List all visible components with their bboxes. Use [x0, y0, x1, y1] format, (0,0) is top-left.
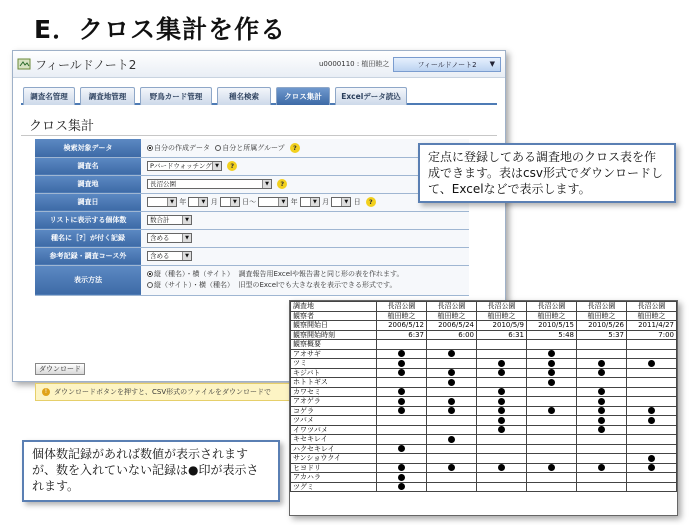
table-cell	[427, 482, 477, 492]
table-cell	[577, 425, 627, 435]
table-cell	[527, 416, 577, 426]
record-dot-icon	[498, 417, 505, 424]
record-dot-icon	[448, 464, 455, 471]
table-row	[291, 444, 677, 454]
record-dot-icon	[648, 407, 655, 414]
reference-value: 含める	[150, 252, 170, 260]
table-cell	[527, 454, 577, 464]
chevron-down-icon: ▼	[182, 252, 191, 260]
table-cell	[577, 435, 627, 445]
table-header-row	[291, 340, 677, 350]
table-cell	[427, 387, 477, 397]
app-selector-value: フィールドノート2	[417, 60, 477, 69]
table-cell	[577, 387, 627, 397]
record-dot-icon	[598, 369, 605, 376]
table-cell	[577, 444, 627, 454]
row-label: 調査地	[291, 302, 377, 312]
table-cell	[427, 397, 477, 407]
table-cell	[477, 349, 527, 359]
count-type-label: リストに表示する個体数	[35, 211, 141, 229]
table-header-row	[291, 311, 677, 321]
help-icon[interactable]: ?	[290, 143, 300, 153]
record-dot-icon	[398, 369, 405, 376]
record-dot-icon	[598, 417, 605, 424]
record-dot-icon	[498, 360, 505, 367]
table-cell	[477, 368, 527, 378]
app-name: フィールドノート2	[35, 58, 137, 72]
table-cell	[527, 425, 577, 435]
table-row	[291, 425, 677, 435]
table-cell	[577, 406, 627, 416]
record-dot-icon	[398, 350, 405, 357]
month-label: 月	[322, 198, 330, 206]
table-cell	[477, 416, 527, 426]
survey-name-label: 調査名	[35, 157, 141, 175]
end-year-select[interactable]	[258, 197, 288, 207]
tab-excel-import[interactable]: Excelデータ読込	[335, 87, 407, 105]
app-logo-icon	[17, 57, 31, 71]
table-row	[291, 473, 677, 483]
month-label: 月	[210, 198, 218, 206]
table-cell: 植田睦之	[527, 311, 577, 321]
table-cell: 長沼公園	[377, 302, 427, 312]
callout-top-text: 定点に登録してある調査地のクロス表を作成できます。表はcsv形式でダウンロードして、Excelなどで表示します。	[428, 150, 663, 196]
table-cell	[527, 397, 577, 407]
display-opt1-desc: 調査報告用Excelや報告書と同じ形の表を作れます。	[238, 270, 404, 278]
table-cell	[377, 454, 427, 464]
survey-name-value: Pバードウォッチング	[150, 162, 212, 170]
table-cell: 長沼公園	[577, 302, 627, 312]
record-dot-icon	[398, 474, 405, 481]
table-cell	[627, 482, 677, 492]
record-dot-icon	[598, 398, 605, 405]
table-cell	[377, 340, 427, 350]
table-cell	[427, 454, 477, 464]
record-dot-icon	[398, 464, 405, 471]
table-cell	[377, 387, 427, 397]
chevron-down-icon: ▼	[167, 198, 176, 206]
record-dot-icon	[648, 464, 655, 471]
question-records-label: 種名に［?］が付く記録	[35, 229, 141, 247]
help-icon[interactable]: ?	[227, 161, 237, 171]
row-label: 観察概要	[291, 340, 377, 350]
table-cell	[527, 435, 577, 445]
record-dot-icon	[498, 369, 505, 376]
table-row	[291, 378, 677, 388]
record-dot-icon	[448, 398, 455, 405]
record-dot-icon	[648, 417, 655, 424]
table-row	[291, 406, 677, 416]
record-dot-icon	[598, 360, 605, 367]
app-selector[interactable]	[393, 57, 501, 72]
chevron-down-icon: ▼	[198, 198, 207, 206]
table-cell	[627, 387, 677, 397]
radio-own-data-label: 自分の作成データ	[154, 143, 210, 152]
record-dot-icon	[498, 398, 505, 405]
record-dot-icon	[548, 379, 555, 386]
table-cell	[377, 368, 427, 378]
result-table-screenshot	[289, 300, 678, 516]
record-dot-icon	[398, 398, 405, 405]
table-cell	[427, 435, 477, 445]
tab-species-search[interactable]: 種名検索	[217, 87, 271, 105]
notice-text: ダウンロードボタンを押すと、CSV形式のファイルをダウンロードで	[54, 388, 271, 396]
table-cell: 長沼公園	[427, 302, 477, 312]
count-type-select[interactable]	[147, 215, 192, 225]
table-cell	[527, 473, 577, 483]
table-cell	[477, 359, 527, 369]
table-cell	[427, 406, 477, 416]
table-cell	[577, 473, 627, 483]
table-cell	[477, 406, 527, 416]
survey-name-select[interactable]	[147, 161, 222, 171]
species-name: ヒヨドリ	[291, 463, 377, 473]
record-dot-icon	[548, 407, 555, 414]
table-cell: 植田睦之	[627, 311, 677, 321]
table-cell: 5:37	[577, 330, 627, 340]
start-day-select[interactable]	[220, 197, 240, 207]
record-dot-icon	[648, 360, 655, 367]
table-cell	[477, 378, 527, 388]
callout-bottom-text: 個体数記録があれば数値が表示されますが、数を入れていない記録は●印が表示されます。	[32, 447, 259, 493]
tab-survey-name[interactable]: 調査名管理	[23, 87, 75, 105]
record-dot-icon	[548, 360, 555, 367]
end-day-select[interactable]	[331, 197, 351, 207]
table-header-row	[291, 321, 677, 331]
table-cell	[377, 463, 427, 473]
table-cell	[577, 359, 627, 369]
species-name: ツバメ	[291, 416, 377, 426]
table-cell: 長沼公園	[627, 302, 677, 312]
radio-group-data-label: 自分と所属グループ	[222, 143, 285, 152]
table-cell	[577, 349, 627, 359]
table-cell	[427, 444, 477, 454]
radio-own-data[interactable]	[147, 145, 153, 151]
table-cell	[377, 435, 427, 445]
slide-title: E．クロス集計を作る	[34, 15, 287, 44]
table-cell	[477, 435, 527, 445]
table-row	[291, 387, 677, 397]
table-cell	[477, 454, 527, 464]
record-dot-icon	[498, 407, 505, 414]
table-cell: 5:48	[527, 330, 577, 340]
record-dot-icon	[548, 464, 555, 471]
record-dot-icon	[398, 407, 405, 414]
record-dot-icon	[398, 360, 405, 367]
record-dot-icon	[498, 426, 505, 433]
row-label: 観察開始日	[291, 321, 377, 331]
table-cell	[427, 368, 477, 378]
table-cell	[427, 340, 477, 350]
year-label: 年	[179, 198, 187, 206]
species-name: アカハラ	[291, 473, 377, 483]
chevron-down-icon: ▼	[489, 60, 495, 68]
help-icon[interactable]: ?	[366, 197, 376, 207]
record-dot-icon	[598, 407, 605, 414]
table-cell: 2010/5/26	[577, 321, 627, 331]
table-cell: 2006/5/24	[427, 321, 477, 331]
start-month-select[interactable]	[188, 197, 208, 207]
table-cell	[377, 482, 427, 492]
table-cell	[627, 454, 677, 464]
chevron-down-icon: ▼	[310, 198, 319, 206]
table-cell	[527, 359, 577, 369]
app-header	[13, 51, 505, 78]
table-cell	[627, 397, 677, 407]
table-header-row	[291, 330, 677, 340]
table-cell: 2010/5/15	[527, 321, 577, 331]
count-type-value: 数合計	[150, 216, 170, 224]
species-name: アオゲラ	[291, 397, 377, 407]
table-cell	[427, 349, 477, 359]
table-cell	[627, 416, 677, 426]
table-cell	[377, 359, 427, 369]
table-cell: 植田睦之	[427, 311, 477, 321]
table-cell	[427, 463, 477, 473]
chevron-down-icon: ▼	[182, 234, 191, 242]
table-cell	[477, 482, 527, 492]
table-cell	[627, 406, 677, 416]
table-cell	[427, 378, 477, 388]
table-cell	[377, 425, 427, 435]
table-cell: 植田睦之	[477, 311, 527, 321]
table-row	[291, 482, 677, 492]
species-name: キセキレイ	[291, 435, 377, 445]
display-opt2-label: 縦（サイト）・横（種名）	[154, 281, 235, 289]
table-cell	[627, 378, 677, 388]
tab-cross-tab[interactable]: クロス集計	[276, 87, 330, 105]
record-dot-icon	[448, 436, 455, 443]
day-range-label: 日～	[242, 198, 257, 206]
callout-bottom	[22, 440, 280, 502]
table-cell	[627, 473, 677, 483]
chevron-down-icon: ▼	[182, 216, 191, 224]
record-dot-icon	[448, 350, 455, 357]
table-row	[291, 454, 677, 464]
table-cell	[527, 378, 577, 388]
tab-bird-card[interactable]: 野鳥カード管理	[140, 87, 212, 105]
chevron-down-icon: ▼	[212, 162, 221, 170]
table-cell	[427, 473, 477, 483]
table-cell: 6:31	[477, 330, 527, 340]
table-cell	[477, 463, 527, 473]
table-cell	[427, 425, 477, 435]
species-name: サンショウクイ	[291, 454, 377, 464]
species-name: ツグミ	[291, 482, 377, 492]
chevron-down-icon: ▼	[262, 180, 271, 188]
question-records-value: 含める	[150, 234, 170, 242]
table-cell	[477, 387, 527, 397]
table-cell	[627, 340, 677, 350]
table-cell: 長沼公園	[477, 302, 527, 312]
table-cell	[377, 378, 427, 388]
table-cell	[527, 482, 577, 492]
table-cell	[577, 378, 627, 388]
callout-top	[418, 143, 676, 203]
table-cell: 植田睦之	[377, 311, 427, 321]
table-cell	[377, 473, 427, 483]
chevron-down-icon: ▼	[341, 198, 350, 206]
result-table	[290, 301, 677, 492]
table-cell	[577, 416, 627, 426]
end-month-select[interactable]	[300, 197, 320, 207]
page-title: クロス集計	[29, 119, 95, 134]
record-dot-icon	[448, 379, 455, 386]
record-dot-icon	[398, 483, 405, 490]
table-cell	[377, 416, 427, 426]
table-cell	[577, 340, 627, 350]
download-button[interactable]: ダウンロード	[35, 363, 85, 375]
table-cell	[377, 444, 427, 454]
radio-group-data[interactable]	[215, 145, 221, 151]
table-header-row	[291, 302, 677, 312]
species-name: ツミ	[291, 359, 377, 369]
record-dot-icon	[448, 407, 455, 414]
table-cell	[627, 435, 677, 445]
chevron-down-icon: ▼	[230, 198, 239, 206]
record-dot-icon	[598, 388, 605, 395]
table-cell	[477, 340, 527, 350]
record-dot-icon	[548, 369, 555, 376]
species-name: ハクセキレイ	[291, 444, 377, 454]
reference-select[interactable]	[147, 251, 192, 261]
day-label: 日	[353, 198, 361, 206]
table-row	[291, 463, 677, 473]
question-records-select[interactable]	[147, 233, 192, 243]
record-dot-icon	[398, 388, 405, 395]
table-cell	[527, 340, 577, 350]
table-cell	[527, 349, 577, 359]
table-cell	[477, 473, 527, 483]
target-label: 検索対象データ	[35, 139, 141, 157]
table-cell	[627, 349, 677, 359]
row-label: 観察開始時刻	[291, 330, 377, 340]
radio-display-species-rows[interactable]	[147, 271, 153, 277]
table-cell	[577, 454, 627, 464]
table-cell: 2006/5/12	[377, 321, 427, 331]
species-name: アオサギ	[291, 349, 377, 359]
table-cell	[527, 368, 577, 378]
table-cell	[427, 416, 477, 426]
table-cell	[577, 482, 627, 492]
user-info: u0000110 : 植田睦之	[319, 60, 390, 68]
table-cell: 長沼公園	[527, 302, 577, 312]
divider	[21, 135, 497, 136]
tab-site[interactable]: 調査地管理	[80, 87, 135, 105]
chevron-down-icon: ▼	[278, 198, 287, 206]
site-select[interactable]	[147, 179, 272, 189]
table-cell	[377, 406, 427, 416]
species-name: キジバト	[291, 368, 377, 378]
site-label: 調査地	[35, 175, 141, 193]
date-label: 調査日	[35, 193, 141, 211]
table-row	[291, 349, 677, 359]
record-dot-icon	[448, 369, 455, 376]
record-dot-icon	[648, 455, 655, 462]
table-cell: 2011/4/27	[627, 321, 677, 331]
table-cell	[527, 387, 577, 397]
record-dot-icon	[598, 426, 605, 433]
table-row	[291, 435, 677, 445]
table-row	[291, 397, 677, 407]
help-icon[interactable]: ?	[277, 179, 287, 189]
row-label: 観察者	[291, 311, 377, 321]
species-name: イワツバメ	[291, 425, 377, 435]
species-name: コゲラ	[291, 406, 377, 416]
table-cell: 6:37	[377, 330, 427, 340]
table-cell	[577, 397, 627, 407]
table-cell	[377, 397, 427, 407]
table-cell	[427, 359, 477, 369]
record-dot-icon	[398, 445, 405, 452]
species-name: カワセミ	[291, 387, 377, 397]
record-dot-icon	[498, 388, 505, 395]
display-label: 表示方法	[35, 265, 141, 295]
table-cell: 植田睦之	[577, 311, 627, 321]
species-name: ホトトギス	[291, 378, 377, 388]
table-cell	[477, 444, 527, 454]
table-cell	[627, 425, 677, 435]
info-icon: !	[42, 388, 50, 396]
display-opt1-label: 縦（種名）・横（サイト）	[154, 270, 235, 278]
table-cell: 2010/5/9	[477, 321, 527, 331]
table-cell	[477, 397, 527, 407]
search-form	[35, 139, 469, 296]
table-cell	[627, 359, 677, 369]
tab-bar	[21, 86, 497, 105]
table-row	[291, 368, 677, 378]
table-cell	[527, 406, 577, 416]
site-value: 長沼公園	[150, 180, 176, 188]
radio-display-site-rows[interactable]	[147, 282, 153, 288]
table-cell	[527, 463, 577, 473]
reference-label: 参考記録・調査コース外	[35, 247, 141, 265]
record-dot-icon	[498, 464, 505, 471]
table-cell: 6:00	[427, 330, 477, 340]
table-cell	[577, 368, 627, 378]
table-cell	[627, 444, 677, 454]
start-year-select[interactable]	[147, 197, 177, 207]
table-cell	[627, 463, 677, 473]
table-row	[291, 416, 677, 426]
table-cell: 7:00	[627, 330, 677, 340]
year-label: 年	[290, 198, 298, 206]
table-row	[291, 359, 677, 369]
table-cell	[577, 463, 627, 473]
table-cell	[527, 444, 577, 454]
table-cell	[377, 349, 427, 359]
display-opt2-desc: 旧型のExcelでも大きな表を表示できる形式です。	[238, 281, 397, 289]
record-dot-icon	[548, 350, 555, 357]
record-dot-icon	[598, 464, 605, 471]
table-cell	[627, 368, 677, 378]
table-cell	[477, 425, 527, 435]
